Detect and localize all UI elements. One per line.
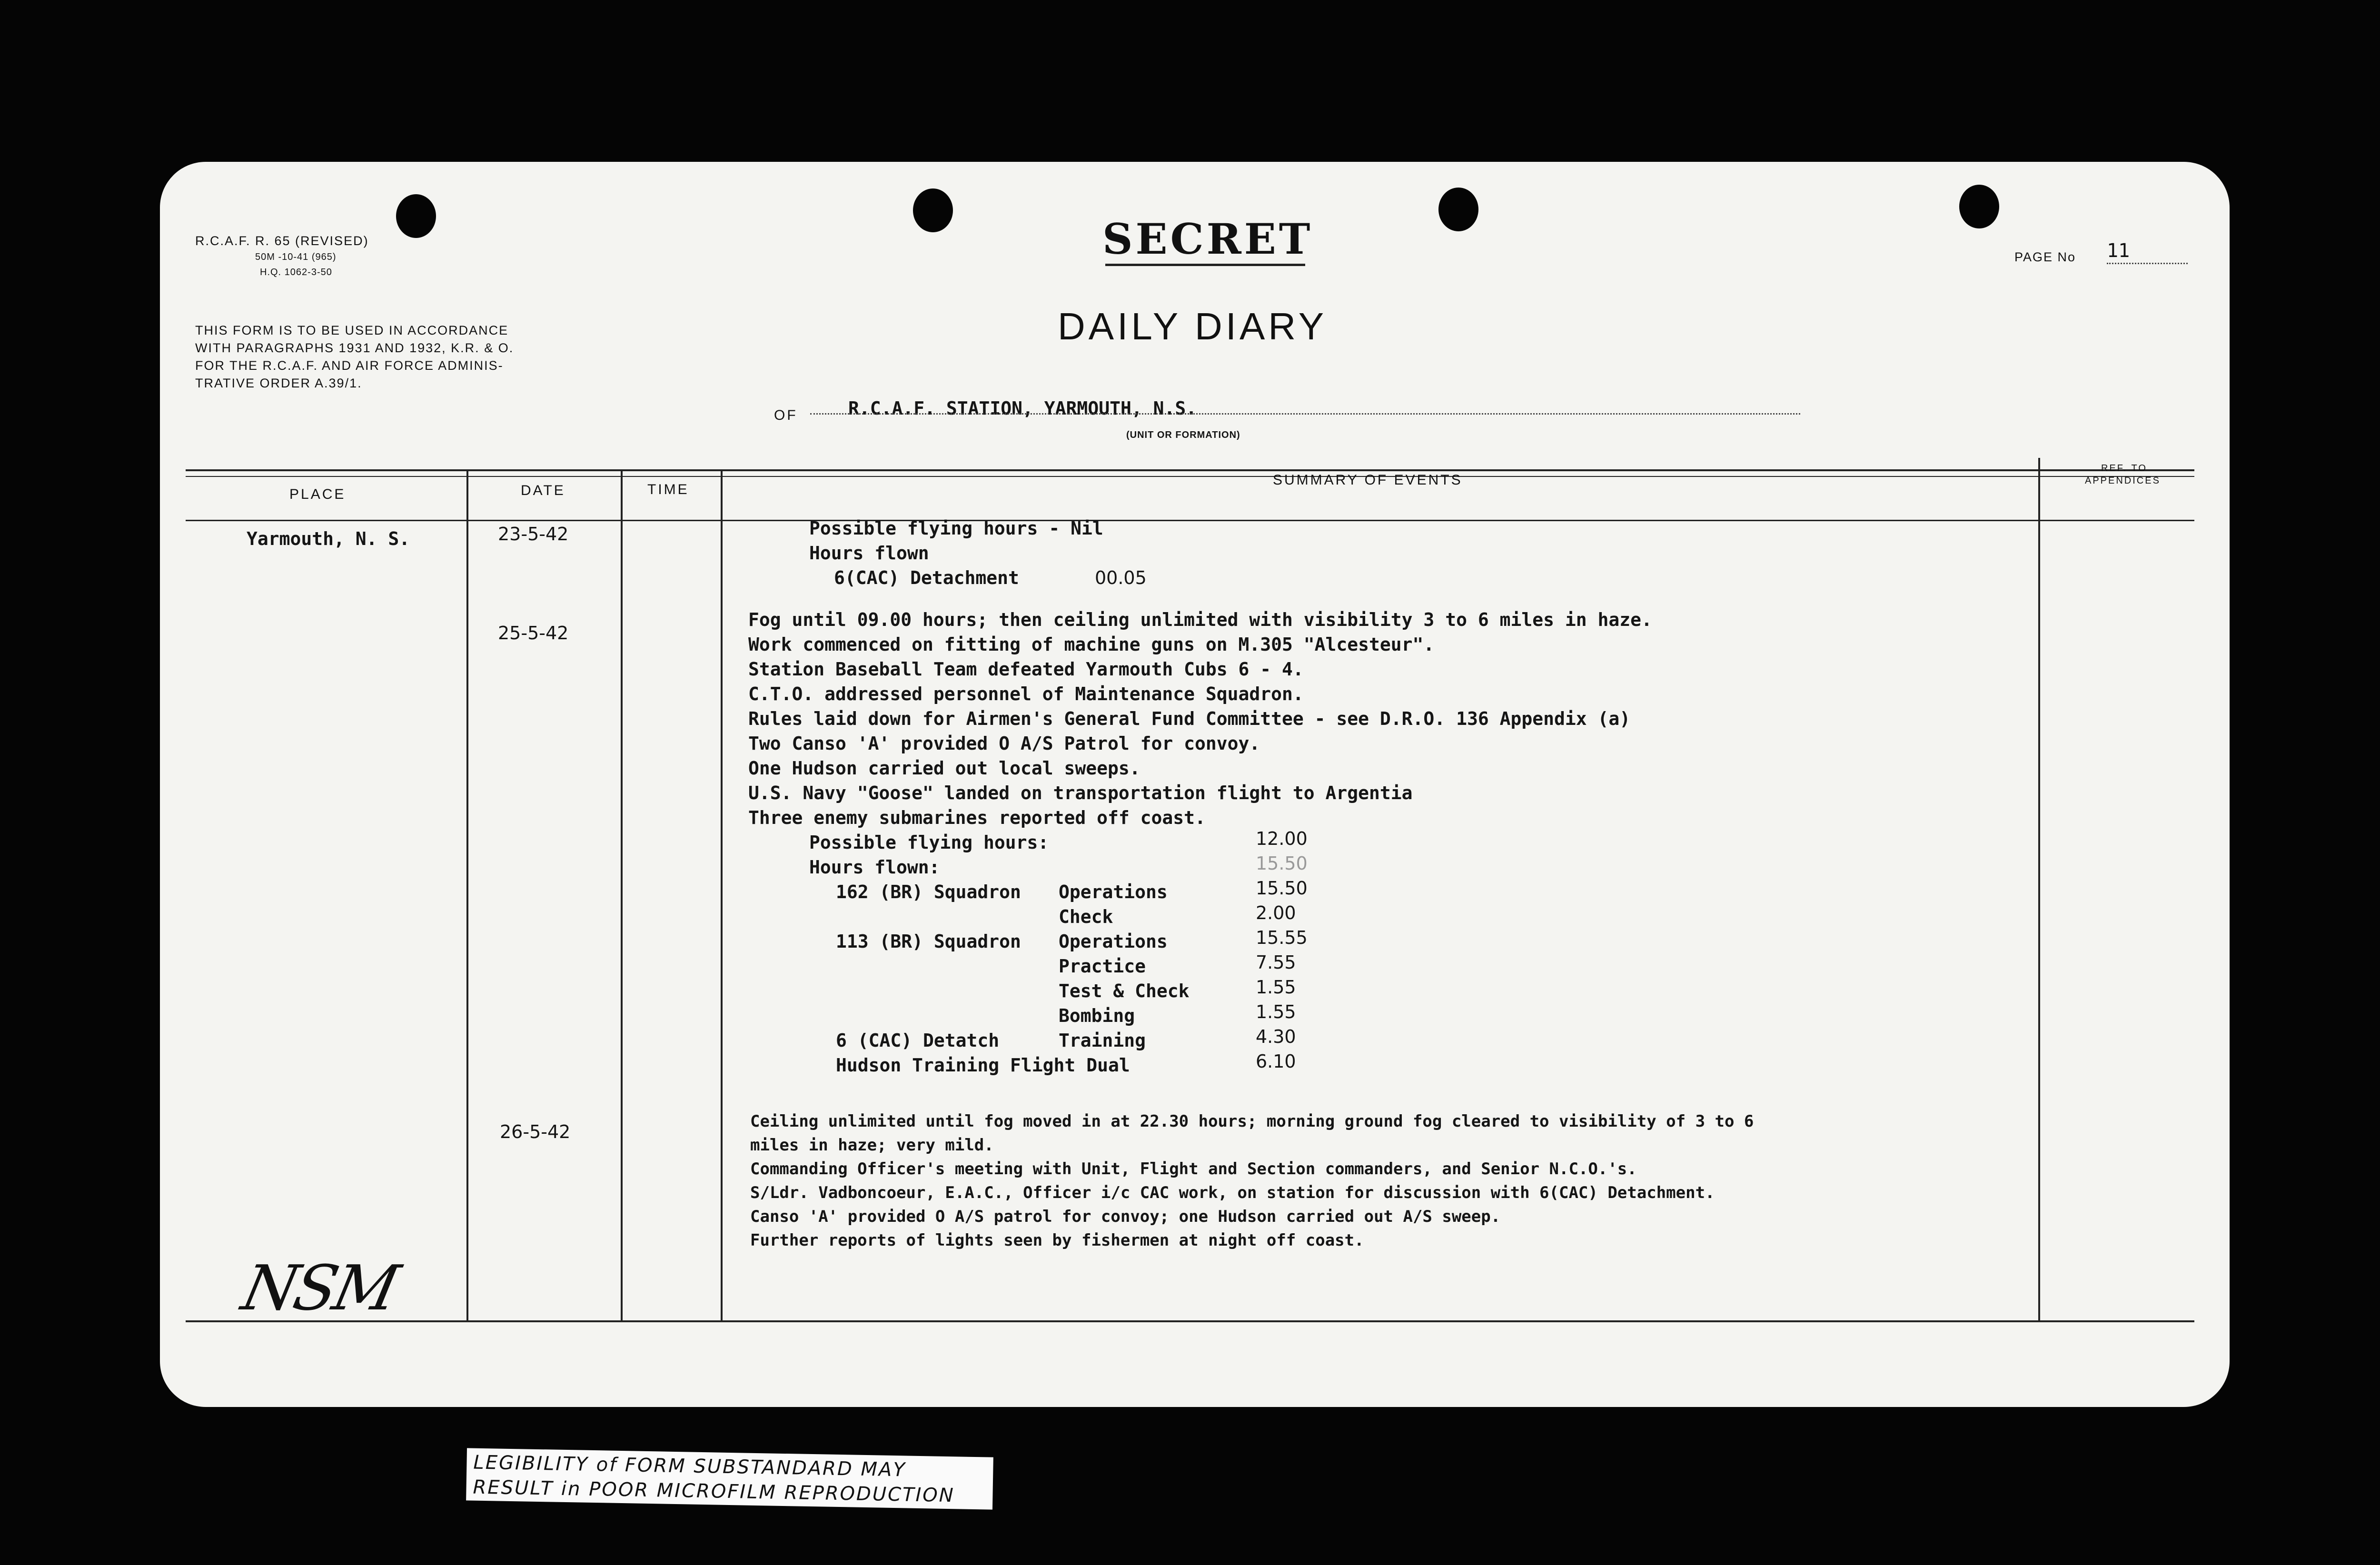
squadron-label: 113 (BR) Squadron	[836, 931, 1021, 952]
of-label: OF	[774, 407, 798, 423]
hours-value: 7.55	[1256, 952, 1296, 973]
hours-label: Possible flying hours:	[809, 832, 1049, 853]
event-line: miles in haze; very mild.	[750, 1136, 994, 1155]
form-instruction-line4: TRATIVE ORDER A.39/1.	[195, 376, 362, 390]
event-line: Commanding Officer's meeting with Unit, Flight and Section commanders, and Senior N.C.O.'s.	[750, 1159, 1637, 1179]
unit-name: R.C.A.F. STATION, YARMOUTH, N.S.	[848, 398, 1197, 419]
handwritten-initials: NSM	[236, 1252, 403, 1324]
table-bottom-rule	[186, 1320, 2194, 1322]
column-divider	[621, 470, 623, 1322]
unit-underline	[810, 413, 1800, 415]
event-line: Rules laid down for Airmen's General Fund Committee - see D.R.O. 136 Appendix (a)	[748, 708, 1631, 729]
event-line: C.T.O. addressed personnel of Maintenance Squadron.	[748, 683, 1304, 704]
page-number: 11	[2107, 240, 2130, 262]
form-instruction-line2: WITH PARAGRAPHS 1931 AND 1932, K.R. & O.	[195, 341, 514, 355]
form-instruction-line1: THIS FORM IS TO BE USED IN ACCORDANCE	[195, 323, 509, 337]
squadron-label: 6 (CAC) Detatch	[836, 1030, 1000, 1051]
hours-value: 4.30	[1256, 1026, 1296, 1047]
hours-value: 1.55	[1256, 1001, 1296, 1022]
page-label: PAGE No	[2014, 250, 2076, 264]
legibility-notice-line1: LEGIBILITY of FORM SUBSTANDARD MAY	[473, 1451, 907, 1481]
event-line: Two Canso 'A' provided O A/S Patrol for convoy.	[748, 733, 1260, 754]
event-line: Canso 'A' provided O A/S patrol for convoy; one Hudson carried out A/S sweep.	[750, 1207, 1501, 1226]
column-header-ref-line2: APPENDICES	[2085, 475, 2161, 486]
hours-value: 2.00	[1256, 902, 1296, 923]
squadron-label: 162 (BR) Squadron	[836, 882, 1021, 902]
flight-type: Test & Check	[1059, 981, 1190, 1001]
date-cell: 23-5-42	[498, 524, 569, 545]
classification-title: SECRET	[1102, 214, 1313, 264]
place-cell: Yarmouth, N. S.	[247, 528, 410, 549]
flight-type: Practice	[1059, 956, 1146, 977]
hours-value: 12.00	[1256, 828, 1308, 849]
flight-type: Bombing	[1059, 1005, 1135, 1026]
date-cell: 26-5-42	[500, 1121, 571, 1142]
form-code-line1: R.C.A.F. R. 65 (REVISED)	[195, 234, 369, 248]
form-code-line3: H.Q. 1062-3-50	[260, 267, 332, 277]
diary-form-card	[160, 162, 2230, 1407]
event-line: Work commenced on fitting of machine guns on M.305 "Alcesteur".	[748, 634, 1435, 655]
event-line: Hours flown	[809, 543, 929, 564]
punch-hole	[396, 194, 436, 238]
hours-value: 1.55	[1256, 977, 1296, 998]
table-top-rule	[186, 469, 2194, 471]
event-line: Possible flying hours - Nil	[809, 518, 1103, 539]
event-value: 00.05	[1095, 567, 1147, 588]
hours-value: 15.55	[1256, 927, 1308, 948]
hours-value: 15.50	[1256, 853, 1308, 874]
event-line: One Hudson carried out local sweeps.	[748, 758, 1140, 779]
flight-type: Operations	[1059, 931, 1168, 952]
column-divider	[721, 470, 723, 1322]
page-title: DAILY DIARY	[1058, 305, 1328, 347]
header-bottom-rule	[186, 520, 2194, 521]
flight-type: Check	[1059, 906, 1113, 927]
flight-type: Operations	[1059, 882, 1168, 902]
column-header-ref-line1: REF. TO	[2101, 463, 2147, 474]
hours-label: Hours flown:	[809, 857, 940, 878]
event-line: Further reports of lights seen by fishermen at night off coast.	[750, 1231, 1364, 1250]
punch-hole	[913, 188, 953, 232]
table-top-rule-2	[186, 476, 2194, 477]
column-header-time: TIME	[647, 482, 689, 497]
punch-hole	[1959, 185, 1999, 228]
column-header-date: DATE	[521, 483, 565, 498]
legibility-notice-line2: RESULT in POOR MICROFILM REPRODUCTION	[473, 1476, 955, 1507]
classification-underline	[1105, 264, 1305, 266]
event-line: 6(CAC) Detachment	[834, 567, 1019, 588]
form-instruction-line3: FOR THE R.C.A.F. AND AIR FORCE ADMINIS-	[195, 358, 504, 373]
event-line: Three enemy submarines reported off coast.	[748, 807, 1206, 828]
flight-type: Training	[1059, 1030, 1146, 1051]
event-line: S/Ldr. Vadboncoeur, E.A.C., Officer i/c CAC work, on station for discussion with 6(CAC) Detachment.	[750, 1183, 1715, 1202]
column-divider	[2038, 458, 2040, 1322]
legibility-notice-stamp	[466, 1448, 993, 1509]
hours-value: 15.50	[1256, 878, 1308, 899]
event-line: Fog until 09.00 hours; then ceiling unlimited with visibility 3 to 6 miles in haze.	[748, 609, 1652, 630]
hours-value: 6.10	[1256, 1051, 1296, 1072]
unit-caption: (UNIT OR FORMATION)	[1126, 430, 1240, 440]
page-number-underline	[2107, 263, 2188, 264]
date-cell: 25-5-42	[498, 623, 569, 644]
event-line: Ceiling unlimited until fog moved in at 22.30 hours; morning ground fog cleared to visibility of 3 to 6	[750, 1112, 1754, 1131]
form-code-line2: 50M -10-41 (965)	[255, 252, 337, 262]
punch-hole	[1438, 188, 1478, 231]
event-line: U.S. Navy "Goose" landed on transportation flight to Argentia	[748, 782, 1413, 803]
column-header-summary: SUMMARY OF EVENTS	[1273, 472, 1463, 488]
squadron-label: Hudson Training Flight Dual	[836, 1055, 1130, 1076]
column-divider	[466, 470, 468, 1322]
column-header-place: PLACE	[289, 486, 346, 502]
event-line: Station Baseball Team defeated Yarmouth Cubs 6 - 4.	[748, 659, 1304, 680]
